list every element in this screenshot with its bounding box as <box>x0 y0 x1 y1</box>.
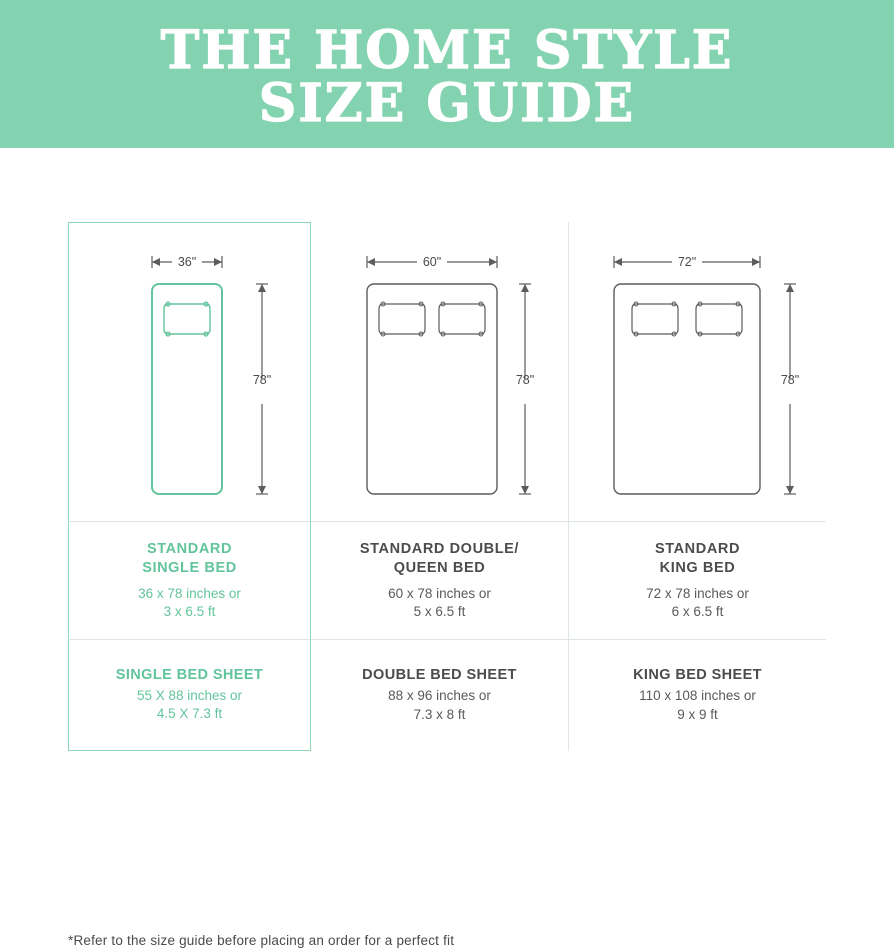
bed-sub-king-line1: 72 x 78 inches or <box>646 585 749 601</box>
sheet-title-single: SINGLE BED SHEET <box>115 666 264 683</box>
sheet-sub-double-line1: 88 x 96 inches or <box>388 688 491 704</box>
bed-title-king <box>655 540 740 579</box>
sheet-sub-double <box>388 687 491 723</box>
bed-sub-double-line1: 60 x 78 inches or <box>388 585 491 601</box>
sheet-sub-king <box>639 687 756 723</box>
sheet-sub-double-line2: 7.3 x 8 ft <box>413 706 466 722</box>
size-guide-body <box>0 148 894 948</box>
bed-title-king-line1: STANDARD <box>654 540 741 557</box>
header-banner <box>0 0 894 148</box>
bed-sub-single-line2: 3 x 6.5 ft <box>163 604 216 620</box>
diagram-cell-single <box>68 222 311 521</box>
bed-info-single <box>68 521 311 639</box>
king-width-label: 72" <box>677 254 696 269</box>
title-line-2: SIZE GUIDE <box>258 73 636 134</box>
bed-sub-single-line1: 36 x 78 inches or <box>138 585 241 601</box>
double-height-label: 78" <box>515 372 534 387</box>
bed-sub-king <box>646 585 749 621</box>
sheet-title-double: DOUBLE BED SHEET <box>362 667 517 684</box>
sheet-info-double <box>311 639 569 751</box>
bed-sub-single <box>138 585 241 621</box>
bed-title-double-line2: QUEEN BED <box>393 560 486 577</box>
sheet-sub-single-line2: 4.5 X 7.3 ft <box>156 706 223 721</box>
sheet-info-king <box>569 639 826 751</box>
single-bed-diagram <box>90 232 290 512</box>
king-height-label: 78" <box>780 372 799 387</box>
title-line-1: THE HOME STYLE <box>160 19 734 81</box>
bed-title-double <box>360 540 519 579</box>
king-bed-diagram <box>578 232 818 512</box>
diagram-cell-king <box>569 222 826 521</box>
bed-title-single <box>142 540 237 579</box>
sheet-sub-single-line1: 55 X 88 inches or <box>136 687 243 703</box>
single-width-label: 36" <box>177 255 196 269</box>
double-width-label: 60" <box>422 254 441 269</box>
diagram-cell-double-queen <box>311 222 569 521</box>
bed-sub-king-line2: 6 x 6.5 ft <box>671 604 724 620</box>
sheet-info-single <box>68 639 311 751</box>
single-height-label-num: 78" <box>252 373 271 387</box>
bed-title-single-line2: SINGLE BED <box>142 560 237 577</box>
bed-sub-double <box>388 585 491 621</box>
sheet-sub-single <box>137 687 242 723</box>
size-guide-grid <box>68 222 826 751</box>
sheet-sub-king-line1: 110 x 108 inches or <box>639 688 756 704</box>
bed-info-double-queen <box>311 521 569 639</box>
bed-title-single-line1: STANDARD <box>146 540 233 557</box>
bed-sub-double-line2: 5 x 6.5 ft <box>413 604 466 620</box>
double-queen-bed-diagram <box>325 232 555 512</box>
sheet-sub-king-line2: 9 x 9 ft <box>677 706 718 722</box>
sheet-title-king: KING BED SHEET <box>633 667 762 684</box>
bed-info-king <box>569 521 826 639</box>
bed-title-double-line1: STANDARD DOUBLE/ <box>359 540 520 557</box>
bed-title-king-line2: KING BED <box>659 560 736 577</box>
footnote: *Refer to the size guide before placing an order for a perfect fit <box>68 933 455 948</box>
